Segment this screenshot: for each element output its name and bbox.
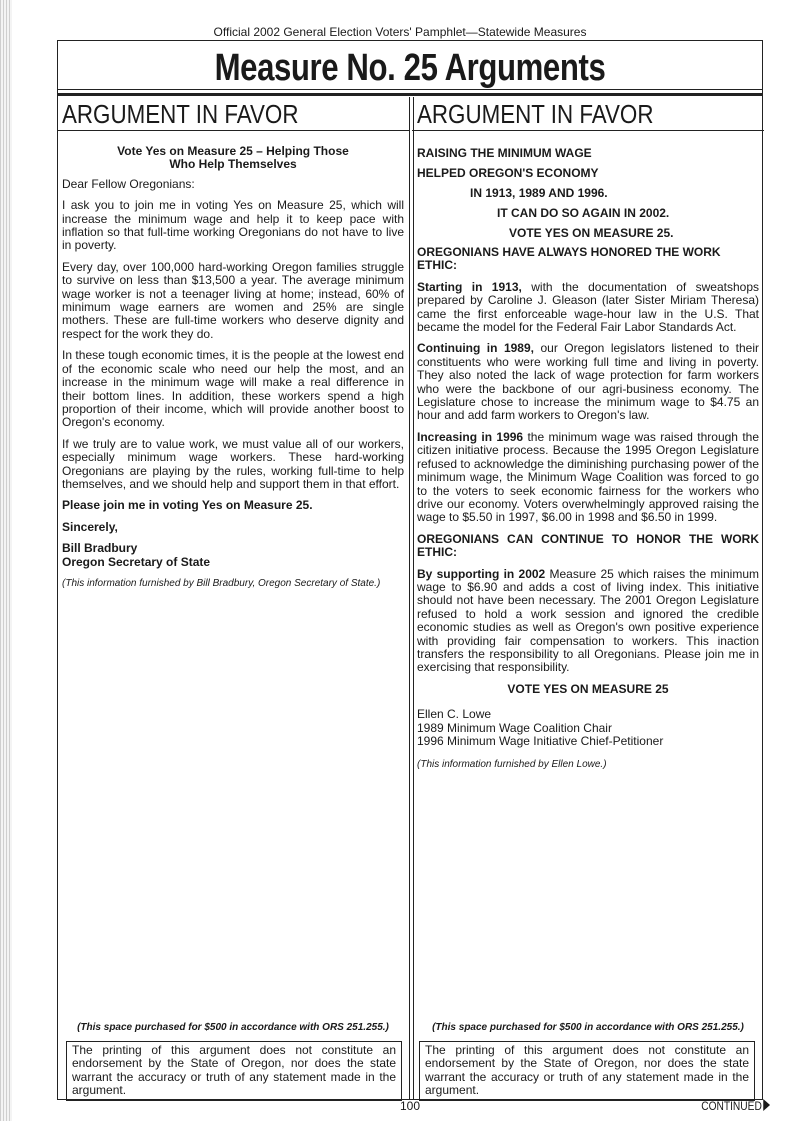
right-para-lead: Continuing in 1989, (417, 341, 534, 356)
right-paragraph (417, 342, 759, 422)
right-section-heading: OREGONIANS CAN CONTINUE TO HONOR THE WORK ETHIC: (417, 531, 759, 560)
left-headline-line2: Who Help Themselves (169, 157, 297, 172)
right-vote-line: VOTE YES ON MEASURE 25 (507, 681, 669, 696)
right-headline-line: IN 1913, 1989 AND 1996. (470, 186, 608, 200)
left-signer-name: Bill Bradbury (62, 541, 138, 556)
right-para-text: our Oregon legislators listened to their constituents who were working full time and living in poverty. They also noted the lack of wage protection for farm workers who were the backbone of our agri-business economy. The Legislature chose to increase the minimum wage to $4.75 an hour and add farm workers to Oregon's law. (417, 341, 760, 423)
left-paragraph: In these tough economic times, it is the people at the lowest end of the economic scale who need our help the most, and an increase in the minimum wage will make a real difference in their bottom lines. In addition, these workers spend a high proportion of their income, which will provide another boost to Oregon's economy. (62, 348, 404, 430)
left-argument (62, 97, 404, 590)
right-paragraph (417, 281, 759, 335)
right-para-lead: Increasing in 1996 (417, 429, 524, 444)
continued-label: CONTINUED (700, 1099, 762, 1113)
scan-edge (0, 0, 12, 1121)
right-headline-line (417, 163, 759, 183)
right-para-lead: Starting in 1913, (417, 279, 522, 294)
right-para-lead: By supporting in 2002 (417, 566, 546, 581)
right-para-text: Measure 25 which raises the minimum wage to $6.90 and adds a cost of living index. This initiative should not have been necessary. The 2001 Oregon Legislature refused to hold a work session and ignored the credible economic studies as well as Oregon's own positive experience with providing fair compensation to workers. This inaction transfers the responsibility to all Oregonians. Please join me in exercising that responsibility. (417, 566, 760, 675)
right-headline (417, 143, 759, 243)
left-headline-line1: Vote Yes on Measure 25 – Helping Those (117, 144, 349, 158)
right-paragraph (417, 431, 759, 525)
left-headline (62, 145, 404, 172)
right-headline-line: VOTE YES ON MEASURE 25. (509, 226, 674, 240)
right-headline-line: IT CAN DO SO AGAIN IN 2002. (497, 206, 670, 220)
column-divider (409, 97, 414, 1100)
left-column-heading: ARGUMENT IN FAVOR (62, 99, 299, 129)
right-paragraph (417, 568, 759, 675)
left-disclaimer: The printing of this argument does not constitute an endorsement by the State of Oregon, nor does the state warrant the accuracy or truth of any statement made in the argument. (66, 1041, 402, 1101)
running-header: Official 2002 General Election Voters' Pamphlet—Statewide Measures (213, 25, 587, 39)
right-headline-line: RAISING THE MINIMUM WAGE (417, 146, 592, 160)
left-salutation: Dear Fellow Oregonians: (62, 176, 195, 191)
right-disclaimer: The printing of this argument does not constitute an endorsement by the State of Oregon, nor does the state warrant the accuracy or truth of any statement made in the argument. (419, 1041, 755, 1101)
continued-arrow-icon (763, 1099, 770, 1111)
left-paragraph: Every day, over 100,000 hard-working Oregon families struggle to survive on less than $13,500 a year. The average minimum wage worker is not a teenager living at home; instead, 60% of minimum wage earners are women and 25% are single mothers. These are full-time workers who deserve dignity and respect for the work they do. (62, 259, 404, 341)
left-closing-request: Please join me in voting Yes on Measure 25. (62, 498, 313, 513)
right-column-heading: ARGUMENT IN FAVOR (417, 99, 654, 129)
right-furnished-by: (This information furnished by Ellen Lowe.) (417, 759, 607, 771)
right-signer-role: 1989 Minimum Wage Coalition Chair (417, 720, 612, 735)
right-argument (417, 97, 759, 772)
left-furnished-by: (This information furnished by Bill Bradbury, Oregon Secretary of State.) (62, 577, 381, 589)
page-number: 100 (399, 1099, 421, 1113)
left-paragraph: I ask you to join me in voting Yes on Measure 25, which will increase the minimum wage and help it to keep pace with inflation so that full-time working Oregonians do not have to live in poverty. (62, 198, 404, 253)
left-paragraph: If we truly are to value work, we must value all of our workers, especially minimum wage workers. These hard-working Oregonians are playing by the rules, working full-time to help themselves, and we should help and support them in that effort. (62, 436, 404, 491)
left-signer-title: Oregon Secretary of State (62, 554, 211, 569)
continued-indicator (701, 1099, 770, 1113)
title-rule-thick (57, 93, 763, 96)
left-sign-off: Sincerely, (62, 519, 118, 534)
right-signer-role: 1996 Minimum Wage Initiative Chief-Petitioner (417, 734, 664, 748)
right-para-text: with the documentation of sweatshops prepared by Caroline J. Gleason (later Sister Miriam Theresa) came the first enforceable wage-hour law in the U.S. That became the model for the Federal Fair Labor Standards Act. (417, 279, 759, 335)
right-signer-name: Ellen C. Lowe (417, 707, 492, 722)
left-purchase-note: (This space purchased for $500 in accordance with ORS 251.255.) (77, 1022, 389, 1033)
right-para-text: the minimum wage was raised through the citizen initiative process. Because the 1995 Oregon Legislature refused to acknowledge the diminishing purchasing power of the minimum wage, the Minimum Wage Coalition was forced to go to the voters to seek economic fairness for the workers who drive our economy. Voters overwhelmingly approved raising the wage to $5.50 in 1997, $6.00 in 1998 and $6.50 in 1999. (417, 429, 759, 525)
title-rule-thin (57, 89, 763, 90)
page-title: Measure No. 25 Arguments (214, 47, 606, 89)
right-section-heading: OREGONIANS HAVE ALWAYS HONORED THE WORK ETHIC: (417, 245, 721, 273)
right-headline-line-text: HELPED OREGON'S ECONOMY (417, 166, 599, 180)
right-purchase-note: (This space purchased for $500 in accordance with ORS 251.255.) (432, 1022, 744, 1033)
